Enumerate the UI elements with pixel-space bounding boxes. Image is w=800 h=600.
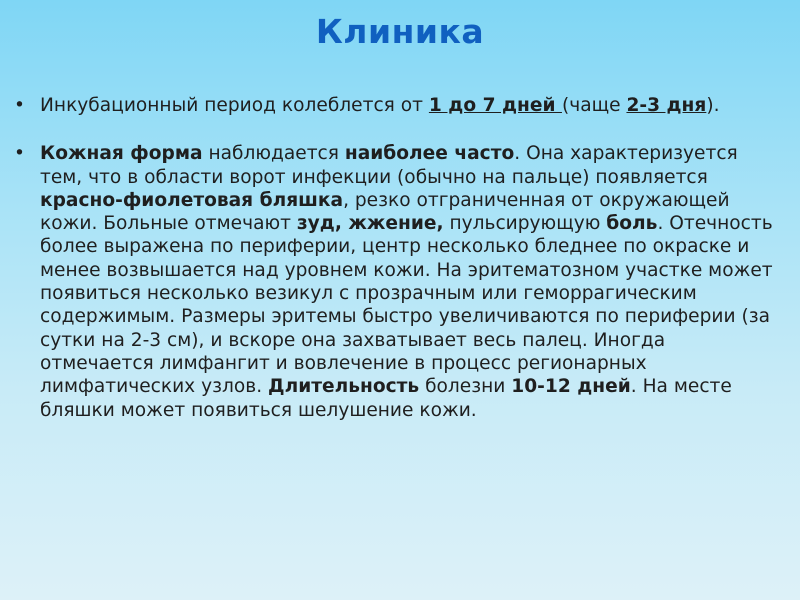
text-segment: ). [706,95,720,116]
text-segment: . На месте бляшки может появиться шелушение кожи. [40,376,732,421]
text-segment: пульсирующую [443,213,607,235]
incubation-typical: 2-3 дня [626,95,707,116]
term-duration: Длительность [268,376,420,398]
term-pain: боль [606,213,658,235]
text-segment: Инкубационный период колеблется от [40,95,429,116]
bullet-incubation [14,94,774,117]
term-skin-form: Кожная форма [40,143,203,165]
text-segment: наблюдается [202,143,345,165]
text-segment: (чаще [561,95,627,116]
bullet-marker: • [14,143,25,165]
content-list [14,94,774,422]
bullet-skin-form [14,142,774,422]
text-segment: . Отечность более выражена по периферии, центр несколько бледнее по окраске и менее возвышается над уровнем кожи. На эритематозном участке может появиться несколько везикул с прозрачным или геморрагическим содержимым. Размеры эритемы быстро увеличиваются по периферии (за сутки на 2-3 см), и вскоре она захватывает весь палец. Иногда отмечается лимфангит и вовлечение в процесс регионарных лимфатических узлов. [40,213,773,398]
term-itch-burning: зуд, жжение, [296,213,444,235]
bullet-marker: • [14,95,25,116]
text-segment: . Она характеризуется тем, что в области ворот инфекции (обычно на пальце) появляется [40,143,738,188]
text-segment: , резко отграниченная от окружающей кожи. Больные отмечают [40,189,730,235]
slide-title: Клиника [315,12,485,51]
incubation-range: 1 до 7 дней [428,95,562,116]
term-most-often: наиболее часто [344,143,515,165]
term-plaque: красно-фиолетовая бляшка [40,189,344,211]
term-duration-days: 10-12 дней [511,376,631,398]
text-segment: болезни [419,376,512,398]
